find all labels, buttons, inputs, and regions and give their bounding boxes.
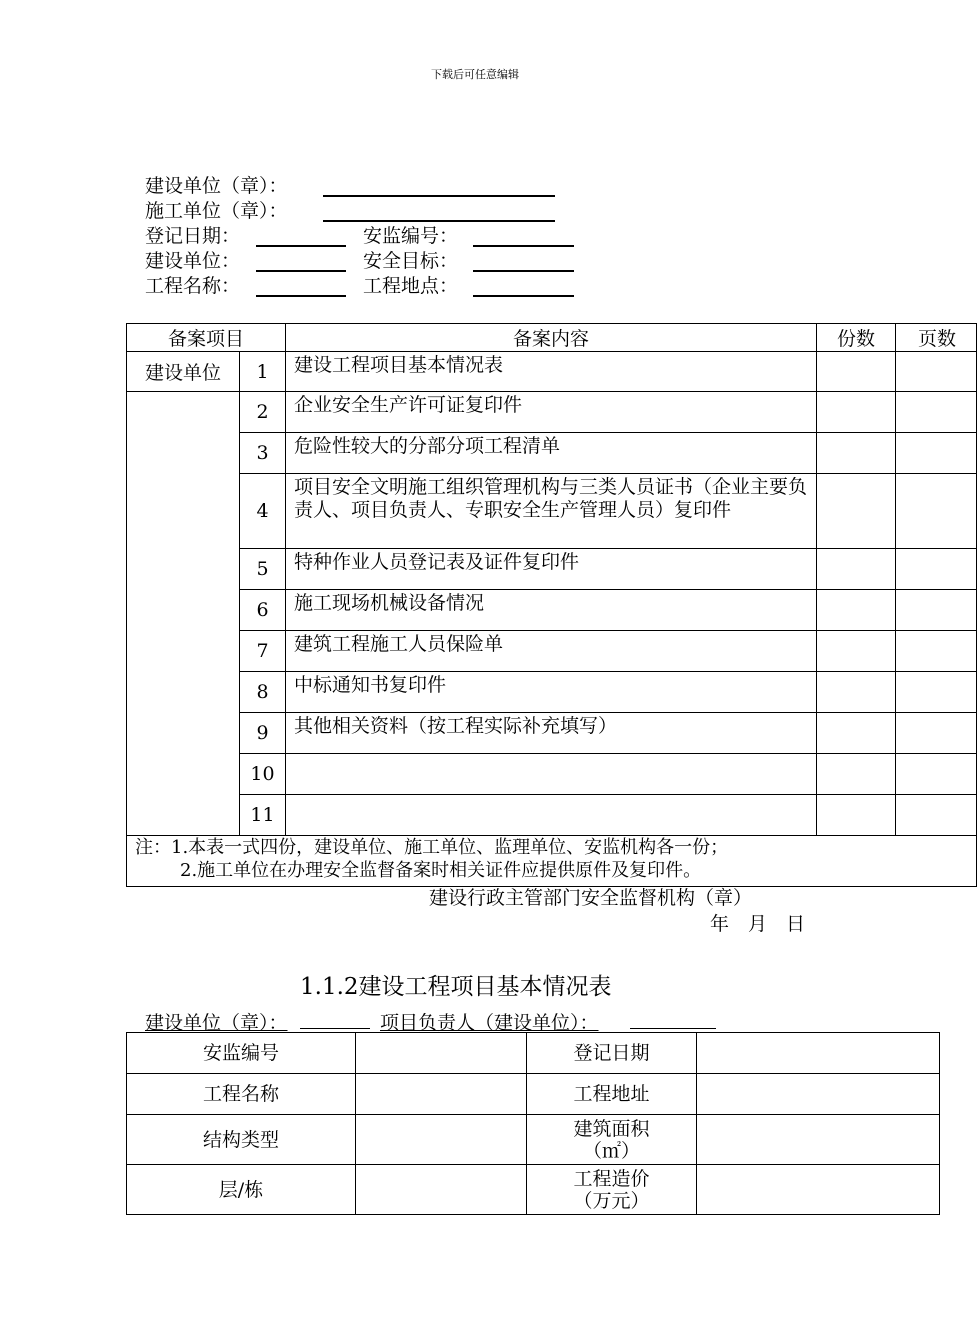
row-number: 1 — [240, 352, 286, 392]
note-line-1: 注：1.本表一式四份，建设单位、施工单位、监理单位、安监机构各一份； — [135, 837, 729, 858]
table-row — [127, 352, 977, 392]
blank-line-3b[interactable] — [473, 245, 574, 247]
pages-cell[interactable] — [896, 590, 977, 631]
table-row — [127, 631, 977, 672]
copies-cell[interactable] — [817, 352, 896, 392]
table-row — [127, 590, 977, 631]
label-structure-type: 结构类型 — [127, 1115, 356, 1165]
header-content: 备案内容 — [286, 324, 817, 352]
table-row — [127, 392, 977, 433]
label-safety-number: 安监编号 — [127, 1033, 356, 1074]
field-register-date: 登记日期： — [145, 225, 241, 247]
row-number: 6 — [240, 590, 286, 631]
group-empty — [127, 392, 240, 836]
row-content: 特种作业人员登记表及证件复印件 — [286, 549, 817, 590]
row-content: 建设工程项目基本情况表 — [286, 352, 817, 392]
label-building-area-unit: （㎡） — [582, 1139, 640, 1162]
row-number: 8 — [240, 672, 286, 713]
blank-line-3a[interactable] — [256, 245, 346, 247]
filing-table — [126, 323, 977, 887]
pages-cell[interactable] — [896, 549, 977, 590]
copies-cell[interactable] — [817, 754, 896, 795]
pages-cell[interactable] — [896, 474, 977, 549]
table-row — [127, 474, 977, 549]
copies-cell[interactable] — [817, 549, 896, 590]
blank-line-5b[interactable] — [473, 295, 574, 297]
row-content: 建筑工程施工人员保险单 — [286, 631, 817, 672]
pages-cell[interactable] — [896, 392, 977, 433]
group-construction-unit: 建设单位 — [127, 352, 240, 392]
row-number: 3 — [240, 433, 286, 474]
blank-line-4b[interactable] — [473, 270, 574, 272]
label-project-cost-text: 工程造价 — [573, 1167, 650, 1190]
copies-cell[interactable] — [817, 672, 896, 713]
row-content: 其他相关资料（按工程实际补充填写） — [286, 713, 817, 754]
blank-line-sub-1[interactable] — [300, 1028, 370, 1029]
blank-line-4a[interactable] — [256, 270, 346, 272]
pages-cell[interactable] — [896, 352, 977, 392]
copies-cell[interactable] — [817, 433, 896, 474]
watermark-text: 下载后可任意编辑 — [431, 68, 519, 81]
blank-line-5a[interactable] — [256, 295, 346, 297]
value-floors-buildings[interactable] — [356, 1165, 527, 1215]
field-contractor-unit-seal: 施工单位（章）： — [145, 200, 288, 222]
table-row — [127, 1165, 940, 1215]
row-content: 中标通知书复印件 — [286, 672, 817, 713]
value-structure-type[interactable] — [356, 1115, 527, 1165]
row-content: 施工现场机械设备情况 — [286, 590, 817, 631]
header-copies: 份数 — [817, 324, 896, 352]
header-pages: 页数 — [896, 324, 977, 352]
pages-cell[interactable] — [896, 631, 977, 672]
blank-line-1[interactable] — [323, 195, 555, 197]
filing-header-row — [127, 324, 977, 352]
field-construction-unit-seal: 建设单位（章）： — [145, 175, 288, 197]
value-register-date[interactable] — [697, 1033, 940, 1074]
row-number: 10 — [240, 754, 286, 795]
note-line-2: 2.施工单位在办理安全监督备案时相关证件应提供原件及复印件。 — [180, 860, 702, 881]
blank-line-2[interactable] — [323, 220, 555, 222]
sub-construction-unit-seal: 建设单位（章）： — [145, 1012, 288, 1034]
value-building-area[interactable] — [697, 1115, 940, 1165]
project-info-table — [126, 1032, 940, 1215]
label-floors-buildings: 层/栋 — [127, 1165, 356, 1215]
field-project-name: 工程名称： — [145, 275, 241, 297]
table-row — [127, 672, 977, 713]
table-row — [127, 1074, 940, 1115]
copies-cell[interactable] — [817, 590, 896, 631]
sub-project-leader: 项目负责人（建设单位）： — [380, 1012, 599, 1034]
table-row — [127, 1033, 940, 1074]
field-project-location: 工程地点： — [363, 275, 459, 297]
row-number: 4 — [240, 474, 286, 549]
header-item: 备案项目 — [127, 324, 286, 352]
section-title: 1.1.2建设工程项目基本情况表 — [300, 974, 612, 1000]
value-safety-number[interactable] — [356, 1033, 527, 1074]
pages-cell[interactable] — [896, 433, 977, 474]
row-content: 项目安全文明施工组织管理机构与三类人员证书（企业主要负责人、项目负责人、专职安全生产管理人员）复印件 — [286, 474, 817, 549]
label-project-name: 工程名称 — [127, 1074, 356, 1115]
row-number: 11 — [240, 795, 286, 836]
row-content: 危险性较大的分部分项工程清单 — [286, 433, 817, 474]
table-row — [127, 754, 977, 795]
row-content[interactable] — [286, 795, 817, 836]
note-row — [127, 836, 977, 887]
field-safety-target: 安全目标： — [363, 250, 459, 272]
label-building-area — [527, 1115, 697, 1165]
field-construction-unit: 建设单位： — [145, 250, 241, 272]
copies-cell[interactable] — [817, 631, 896, 672]
filing-table-wrap — [126, 323, 957, 887]
row-number: 9 — [240, 713, 286, 754]
copies-cell[interactable] — [817, 713, 896, 754]
label-register-date: 登记日期 — [527, 1033, 697, 1074]
label-project-cost-unit: （万元） — [573, 1189, 650, 1212]
row-content: 企业安全生产许可证复印件 — [286, 392, 817, 433]
value-project-address[interactable] — [697, 1074, 940, 1115]
table-row — [127, 433, 977, 474]
table-row — [127, 713, 977, 754]
copies-cell[interactable] — [817, 795, 896, 836]
pages-cell[interactable] — [896, 672, 977, 713]
row-number: 7 — [240, 631, 286, 672]
pages-cell[interactable] — [896, 713, 977, 754]
table-note — [127, 836, 977, 887]
table-row — [127, 549, 977, 590]
signature-date: 年 月 日 — [710, 913, 806, 935]
row-number: 2 — [240, 392, 286, 433]
field-safety-number: 安监编号： — [363, 225, 459, 247]
pages-cell[interactable] — [896, 795, 977, 836]
row-content[interactable] — [286, 754, 817, 795]
value-project-cost[interactable] — [697, 1165, 940, 1215]
copies-cell[interactable] — [817, 474, 896, 549]
label-project-address: 工程地址 — [527, 1074, 697, 1115]
copies-cell[interactable] — [817, 392, 896, 433]
table-row — [127, 1115, 940, 1165]
value-project-name[interactable] — [356, 1074, 527, 1115]
blank-line-sub-2[interactable] — [630, 1028, 716, 1029]
table-row — [127, 795, 977, 836]
supervising-org-signature: 建设行政主管部门安全监督机构（章） — [429, 887, 753, 909]
row-number: 5 — [240, 549, 286, 590]
pages-cell[interactable] — [896, 754, 977, 795]
label-project-cost — [527, 1165, 697, 1215]
label-building-area-text: 建筑面积 — [573, 1117, 650, 1140]
